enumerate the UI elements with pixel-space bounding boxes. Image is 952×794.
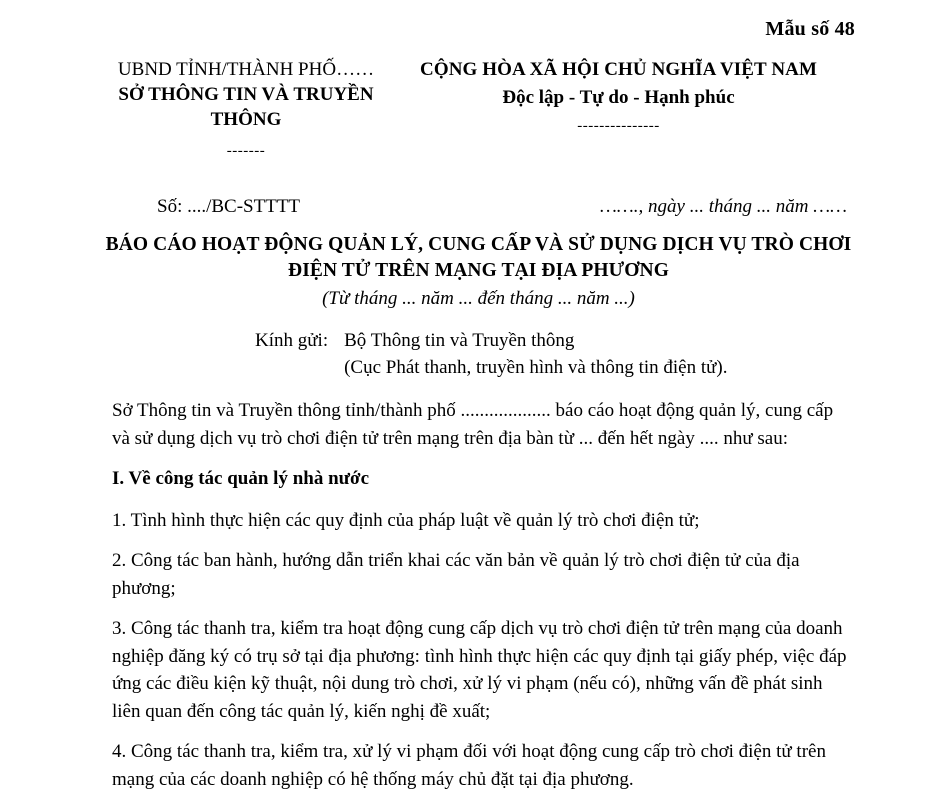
recipient-ministry: Bộ Thông tin và Truyền thông [344,330,575,351]
issue-date: ……., ngày ... tháng ... năm …… [599,196,847,217]
national-title: CỘNG HÒA XÃ HỘI CHỦ NGHĨA VIỆT NAM [420,59,817,80]
form-number: Mẫu số 48 [765,18,855,40]
document-body [112,397,849,794]
national-divider: --------------- [577,118,660,135]
issuing-authority-province: UBND TỈNH/THÀNH PHỐ…… [117,59,375,80]
document-subtitle-period: (Từ tháng ... năm ... đến tháng ... năm ...) [322,288,635,309]
recipient-department: (Cục Phát thanh, truyền hình và thông tin điện tử). [344,356,728,378]
masthead [112,58,847,159]
authority-divider: ------- [226,142,266,159]
document-title: BÁO CÁO HOẠT ĐỘNG QUẢN LÝ, CUNG CẤP VÀ SỬ DỤNG DỊCH VỤ TRÒ CHƠI ĐIỆN TỬ TRÊN MẠNG TẠI ĐỊA PHƯƠNG [105,234,852,281]
issuing-authority-department: SỞ THÔNG TIN VÀ TRUYỀN THÔNG [118,84,374,130]
reference-row [112,196,847,218]
intro-paragraph: Sở Thông tin và Truyền thông tỉnh/thành phố ................... báo cáo hoạt động quản lý, cung cấp và sử dụng dịch vụ trò chơi điện tử trên mạng trên địa bàn từ ... đến hết ngày .... như sau: [112,400,834,449]
section-heading-i: I. Về công tác quản lý nhà nước [112,468,370,490]
reference-number: Số: ..../BC-STTTT [157,196,301,217]
national-heading-block [380,58,847,134]
recipient-lines [344,328,727,382]
section-i-item-1: 1. Tình hình thực hiện các quy định của pháp luật về quản lý trò chơi điện tử; [112,509,700,531]
recipient-block [255,328,728,382]
national-motto: Độc lập - Tự do - Hạnh phúc [502,86,735,108]
section-i-item-3: 3. Công tác thanh tra, kiểm tra hoạt động cung cấp dịch vụ trò chơi điện tử trên mạng của doanh nghiệp đăng ký có trụ sở tại địa phương: tình hình thực hiện các quy định tại giấy phép, việc đáp ứng các điều kiện kỹ thuật, nội dung trò chơi, xử lý vi phạm (nếu có), những vấn đề phát sinh liên quan đến công tác quản lý, kiến nghị đề xuất; [112,618,847,722]
recipient-label: Kính gửi: [255,330,329,351]
section-i-item-2: 2. Công tác ban hành, hướng dẫn triển khai các văn bản về quản lý trò chơi điện tử của địa phương; [112,550,800,599]
issuing-authority-block [112,58,380,159]
section-i-item-4: 4. Công tác thanh tra, kiểm tra, xử lý vi phạm đối với hoạt động cung cấp trò chơi điện tử trên mạng của các doanh nghiệp có hệ thống máy chủ đặt tại địa phương. [112,741,826,791]
